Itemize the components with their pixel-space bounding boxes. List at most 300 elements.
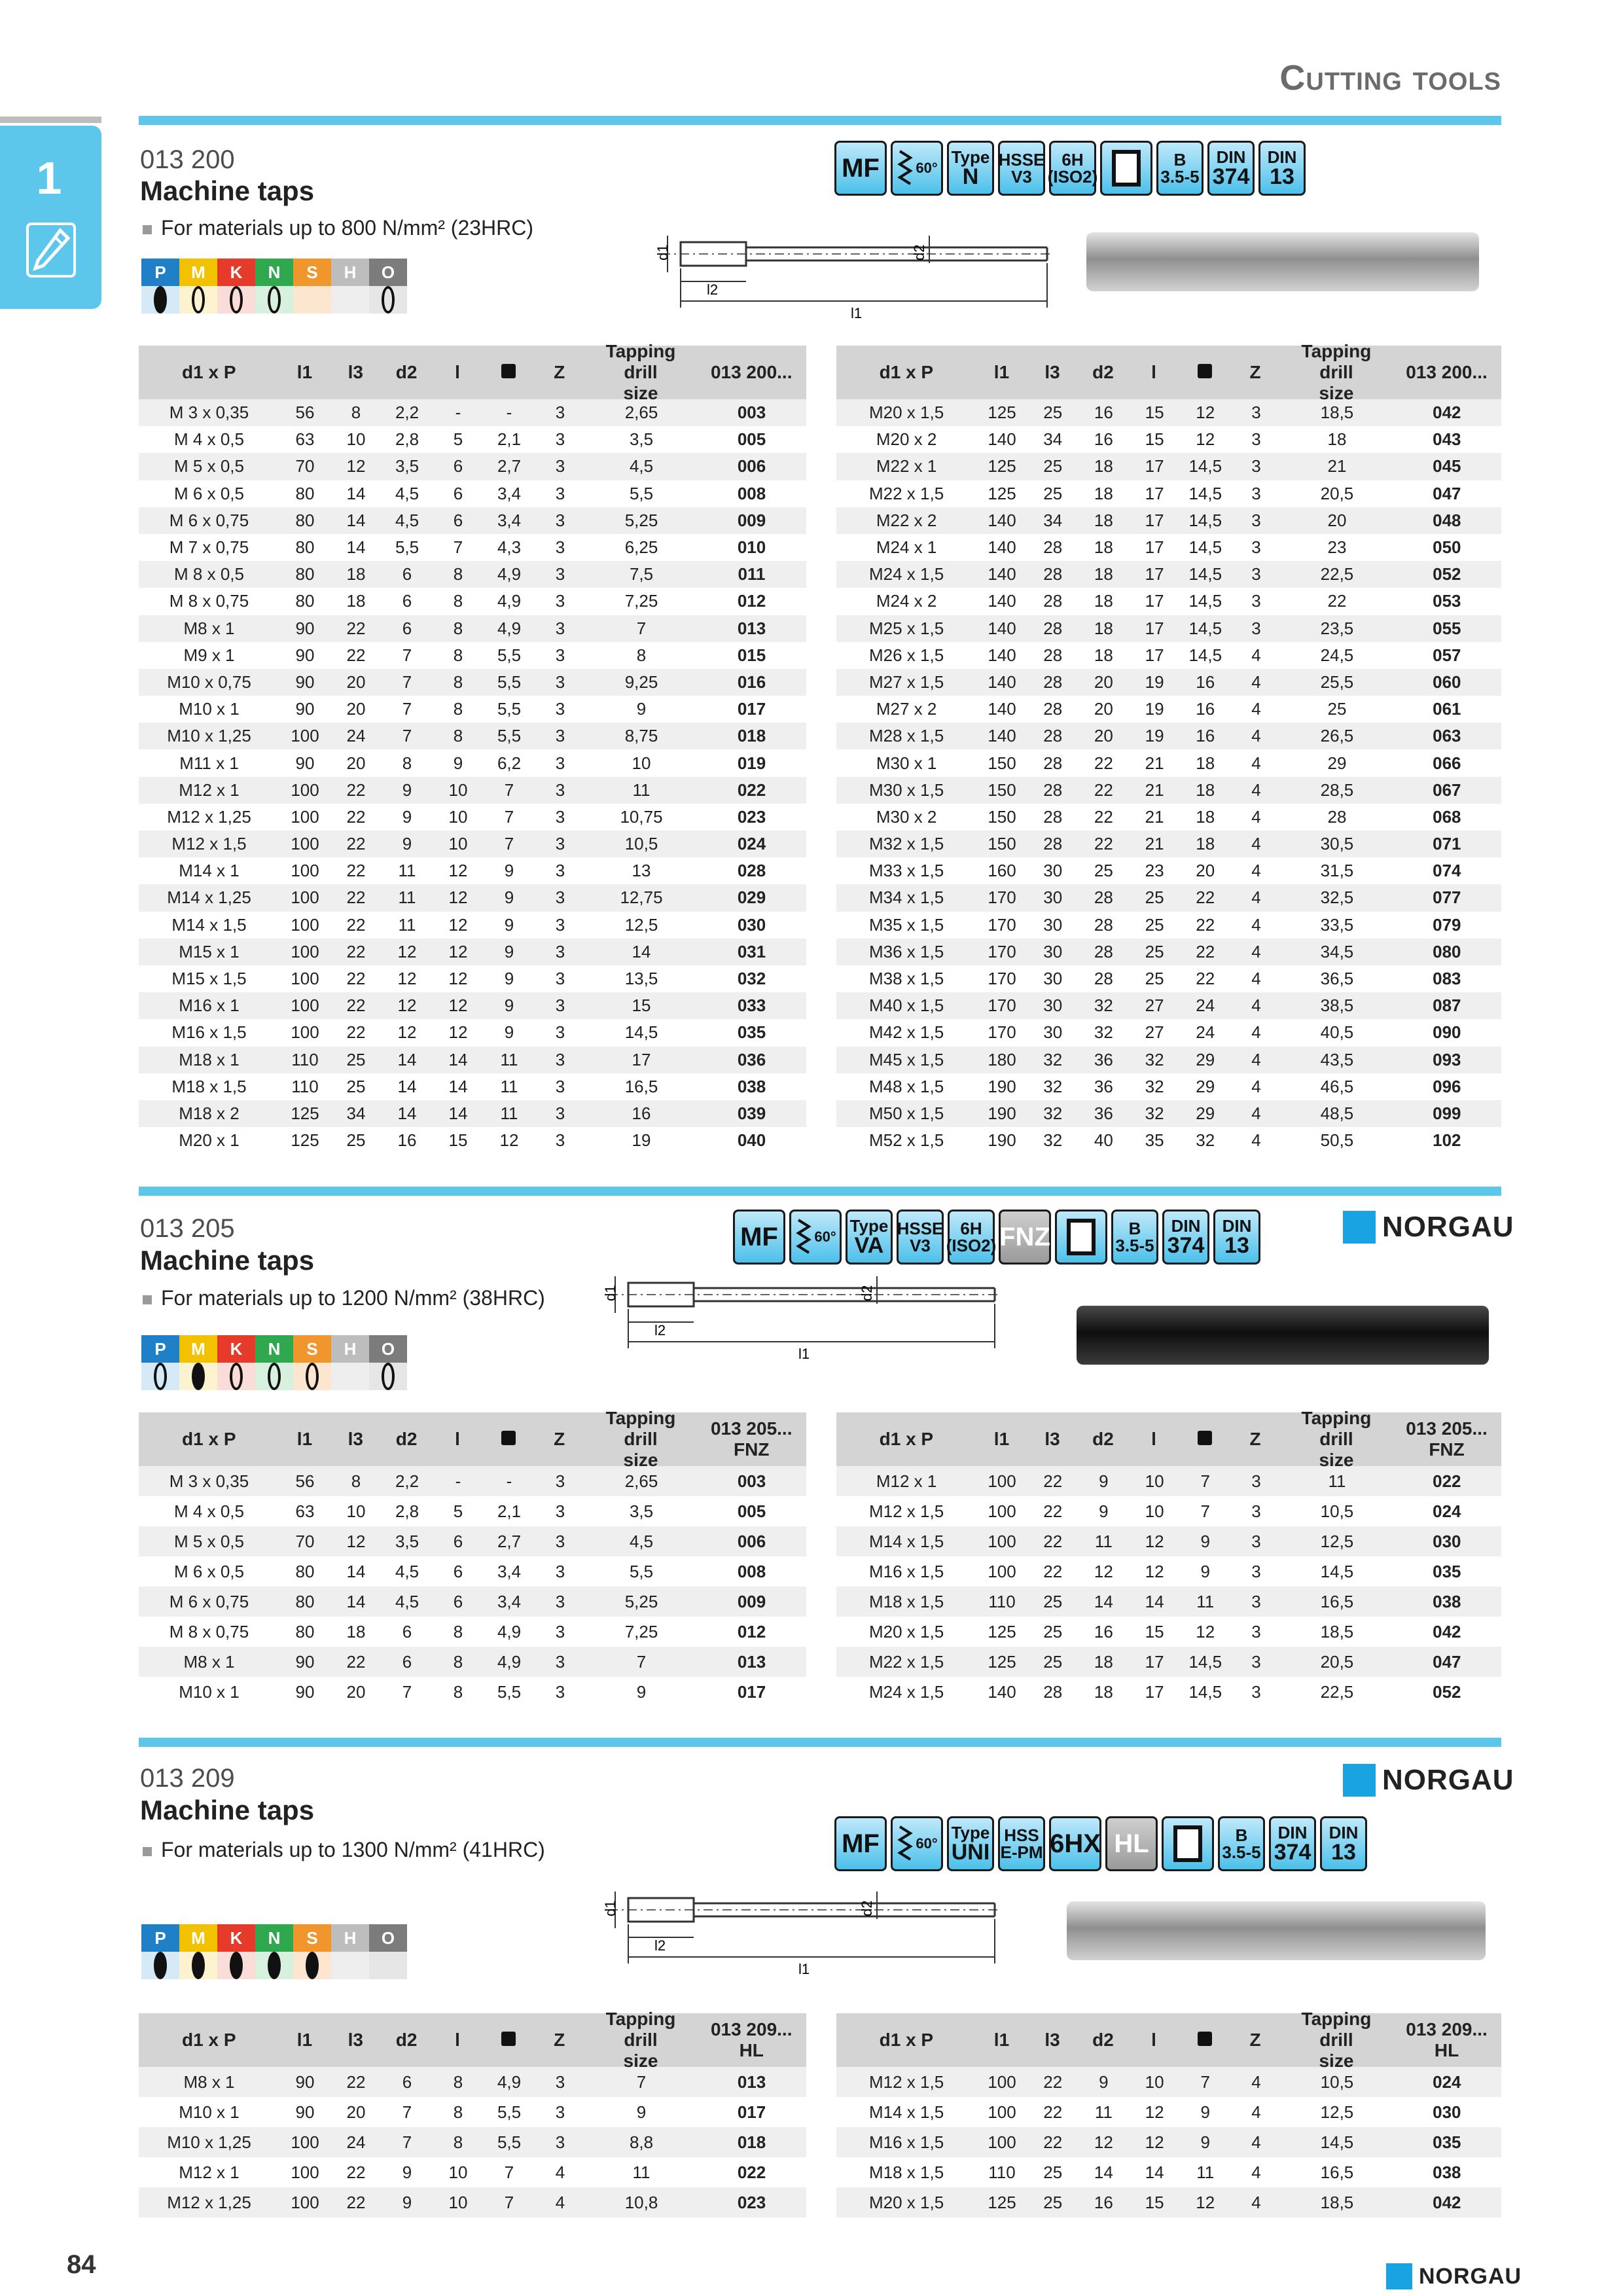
svg-text:d1: d1	[602, 1285, 618, 1301]
table-row[interactable]	[836, 723, 1501, 749]
cell: 90	[295, 672, 315, 692]
square-size-icon	[501, 364, 516, 378]
table-row[interactable]	[139, 1496, 806, 1526]
cell: 4	[1251, 996, 1261, 1016]
spec-icon	[999, 1210, 1051, 1265]
cell: 12	[448, 888, 468, 908]
table-row[interactable]	[836, 1019, 1501, 1046]
cell: 34	[346, 1103, 366, 1123]
table-row[interactable]	[836, 642, 1501, 669]
order-code: 009	[737, 1591, 766, 1611]
cell: 3	[555, 2102, 565, 2122]
header-cell: l1	[296, 361, 313, 382]
material-p: P	[141, 1335, 179, 1363]
order-code: 039	[737, 1103, 766, 1123]
cell: 18	[1094, 618, 1113, 638]
cell: 16,5	[624, 1076, 658, 1096]
table-row[interactable]	[836, 669, 1501, 696]
table-row[interactable]	[836, 992, 1501, 1019]
cell: M 4 x 0,5	[174, 429, 244, 450]
cell: 27	[1145, 996, 1164, 1016]
cell: 12	[1094, 2132, 1113, 2152]
cell: 22,5	[1320, 1681, 1354, 1702]
section-code: 013 209	[140, 1764, 235, 1793]
cell: 2,7	[497, 1531, 522, 1551]
cell: 22	[1043, 1531, 1063, 1551]
cell: 12	[448, 996, 468, 1016]
order-code: 042	[1433, 1621, 1461, 1641]
suitability-cell	[369, 286, 407, 314]
brand-text: NORGAU	[1382, 1764, 1514, 1796]
cell: 32	[1145, 1076, 1164, 1096]
table-row[interactable]	[139, 2067, 806, 2097]
table-row[interactable]	[139, 857, 806, 884]
order-code: 015	[737, 645, 766, 665]
table-row[interactable]	[836, 912, 1501, 939]
cell: 40,5	[1320, 1022, 1354, 1043]
cell: 7,25	[624, 1621, 658, 1641]
cell: 4,5	[395, 1561, 419, 1581]
suitability-cell	[369, 1363, 407, 1390]
table-row[interactable]	[836, 1073, 1501, 1100]
order-code: 038	[1433, 1591, 1461, 1611]
spec-icon	[1218, 1816, 1265, 1871]
table-row[interactable]	[836, 507, 1501, 534]
cell: M10 x 1	[179, 2102, 240, 2122]
table-row[interactable]	[836, 615, 1501, 642]
cell: 3	[555, 914, 565, 935]
cell: 3	[1251, 403, 1261, 423]
subtitle-text: For materials up to 1200 N/mm² (38HRC)	[161, 1286, 545, 1310]
cell: 100	[291, 2132, 319, 2152]
icon-label: DIN	[1171, 1216, 1201, 1236]
cell: 11	[1196, 2162, 1215, 2182]
cell: 12	[1094, 1561, 1113, 1581]
table-row[interactable]	[139, 1127, 806, 1154]
table-row[interactable]	[139, 1556, 806, 1587]
table-row[interactable]	[836, 1496, 1501, 1526]
cell: 14,5	[1188, 1681, 1222, 1702]
header-cell: d1 x P	[182, 361, 236, 382]
cell: 2,7	[497, 456, 522, 476]
cell: 11	[500, 1049, 518, 1069]
cell: 20	[346, 753, 366, 773]
cell: 9	[1200, 1561, 1210, 1581]
spec-icon	[834, 141, 887, 196]
table-row[interactable]	[836, 831, 1501, 857]
cell: 12	[397, 941, 417, 961]
cell: 56	[295, 1471, 315, 1491]
suitability-dot	[230, 286, 243, 314]
order-code: 068	[1433, 806, 1461, 827]
cell: 8	[453, 1681, 463, 1702]
header-cell: d2	[395, 1428, 418, 1449]
cell: 18	[1196, 834, 1215, 854]
cell: 3	[1251, 1471, 1261, 1491]
suitability-cell	[331, 286, 369, 314]
cell: 14	[346, 1591, 366, 1611]
table-row[interactable]	[836, 1677, 1501, 1707]
cell: 13	[632, 861, 651, 881]
order-code: 018	[737, 726, 766, 746]
table-row[interactable]	[139, 2127, 806, 2157]
cell: 3,4	[497, 1591, 522, 1611]
order-code: 074	[1433, 861, 1461, 881]
brand-square-icon	[1343, 1764, 1376, 1797]
header-cell: l1	[993, 361, 1010, 382]
cell: 10	[1145, 1501, 1164, 1521]
table-row[interactable]	[139, 453, 806, 480]
cell: 12	[397, 996, 417, 1016]
cell: 32	[1043, 1049, 1063, 1069]
table-row[interactable]	[836, 1127, 1501, 1154]
cell: 5,25	[624, 510, 658, 530]
table-row[interactable]	[836, 1526, 1501, 1556]
cell: 22	[346, 996, 366, 1016]
icon-sublabel: 3.5-5	[1222, 1842, 1261, 1862]
cell: 25	[346, 1130, 366, 1151]
header-cell	[483, 2030, 534, 2051]
cell: -	[506, 1471, 512, 1491]
order-code: 016	[737, 672, 766, 692]
table-row[interactable]	[836, 2157, 1501, 2187]
table-row[interactable]	[139, 2097, 806, 2127]
header-cell: Z	[554, 1428, 565, 1449]
header-cell: d2	[1092, 1428, 1114, 1449]
icon-label: B	[1235, 1825, 1248, 1845]
cell: 4	[1251, 1022, 1261, 1043]
cell: 3	[555, 753, 565, 773]
table-row[interactable]	[139, 1617, 806, 1647]
suitability-dot	[268, 1363, 281, 1390]
table-row[interactable]	[139, 426, 806, 453]
cell: 70	[295, 1531, 315, 1551]
svg-text:l2: l2	[707, 281, 719, 298]
order-code: 035	[1433, 1561, 1461, 1581]
table-row[interactable]	[836, 534, 1501, 561]
svg-text:l1: l1	[798, 1346, 810, 1362]
svg-text:d2: d2	[911, 244, 927, 260]
icon-sublabel: 374	[1274, 1840, 1311, 1865]
cell: 21	[1327, 456, 1347, 476]
cell: 7	[504, 2162, 514, 2182]
icon-label: DIN	[1277, 1823, 1308, 1842]
table-row[interactable]	[139, 723, 806, 749]
cell: 14	[397, 1103, 417, 1123]
cell: 24	[346, 2132, 366, 2152]
cell: 33,5	[1320, 914, 1354, 935]
cell: 3	[1251, 510, 1261, 530]
cell: 28	[1043, 1681, 1063, 1702]
cell: 38,5	[1320, 996, 1354, 1016]
order-code: 079	[1433, 914, 1461, 935]
header-cell: l1	[296, 2029, 313, 2050]
cell: 16	[1196, 726, 1215, 746]
table-row[interactable]	[836, 1617, 1501, 1647]
table-row[interactable]	[836, 399, 1501, 426]
cell: 8	[453, 2132, 463, 2152]
table-row[interactable]	[139, 669, 806, 696]
table-row[interactable]	[139, 965, 806, 992]
order-code: 024	[1433, 1501, 1461, 1521]
table-row[interactable]	[139, 804, 806, 831]
table-row[interactable]	[836, 804, 1501, 831]
cell: 15	[1145, 429, 1164, 450]
cell: M 5 x 0,5	[174, 456, 244, 476]
order-code: 093	[1433, 1049, 1461, 1069]
cell: 12,5	[1320, 2102, 1354, 2122]
cell: 100	[291, 1022, 319, 1043]
table-row[interactable]	[836, 453, 1501, 480]
cell: 6	[402, 1621, 412, 1641]
table-header	[139, 2008, 806, 2072]
table-row[interactable]	[836, 777, 1501, 804]
table-row[interactable]	[139, 588, 806, 615]
cell: 170	[988, 996, 1016, 1016]
table-row[interactable]	[139, 1526, 806, 1556]
cell: 7	[453, 537, 463, 558]
cell: 11	[1094, 2102, 1113, 2122]
icon-label: HSSE	[897, 1219, 944, 1238]
cell: 14	[346, 1561, 366, 1581]
cell: 6	[453, 483, 463, 503]
table-row[interactable]	[139, 1647, 806, 1677]
suitability-dot	[382, 286, 395, 314]
cell: 5,5	[497, 2132, 522, 2152]
table-row[interactable]	[836, 480, 1501, 507]
cell: 3	[555, 483, 565, 503]
order-code: 047	[1433, 1651, 1461, 1672]
order-code: 038	[737, 1076, 766, 1096]
cell: 90	[295, 645, 315, 665]
header-cell: d1 x P	[879, 2029, 934, 2050]
cell: 14,5	[1188, 510, 1222, 530]
cell: 5,5	[629, 483, 654, 503]
material-h: H	[331, 1335, 369, 1363]
cell: 3	[555, 1103, 565, 1123]
table-row[interactable]	[139, 1677, 806, 1707]
table-row[interactable]	[139, 831, 806, 857]
tap-tool-icon	[26, 223, 76, 278]
section-title: Machine taps	[140, 1795, 315, 1825]
spec-icon	[998, 1816, 1045, 1871]
table-row[interactable]	[139, 1466, 806, 1496]
cell: 3,5	[395, 1531, 419, 1551]
cell: 6	[453, 456, 463, 476]
cell: 14,5	[1188, 645, 1222, 665]
cell: 140	[988, 645, 1016, 665]
table-body	[139, 399, 806, 1154]
table-row[interactable]	[836, 2127, 1501, 2157]
cell: 18	[1094, 510, 1113, 530]
cell: 100	[291, 861, 319, 881]
cell: 8	[453, 1621, 463, 1641]
cell: 8	[351, 1471, 361, 1491]
cell: M20 x 2	[876, 429, 937, 450]
table-row[interactable]	[836, 1466, 1501, 1496]
section-subtitle	[143, 216, 533, 240]
order-code: 006	[737, 1531, 766, 1551]
table-row[interactable]	[836, 965, 1501, 992]
table-row[interactable]	[139, 912, 806, 939]
cell: 28	[1043, 645, 1063, 665]
cell: 22	[1043, 1501, 1063, 1521]
cell: 125	[988, 403, 1016, 423]
order-code: 005	[737, 429, 766, 450]
header-cell: 013 209... HL	[1406, 2018, 1488, 2060]
table-row[interactable]	[836, 1587, 1501, 1617]
table-row[interactable]	[836, 426, 1501, 453]
table-row[interactable]	[139, 480, 806, 507]
cell: 10	[448, 806, 468, 827]
cell: 28	[1094, 888, 1113, 908]
cell: 100	[291, 806, 319, 827]
table-row[interactable]	[139, 1587, 806, 1617]
cell: 2,65	[624, 1471, 658, 1491]
cell: M40 x 1,5	[869, 996, 944, 1016]
table-row[interactable]	[139, 992, 806, 1019]
cell: 27	[1145, 1022, 1164, 1043]
cell: 28,5	[1320, 780, 1354, 800]
cell: M25 x 1,5	[869, 618, 944, 638]
cell: 90	[295, 2102, 315, 2122]
table-row[interactable]	[139, 534, 806, 561]
suitability-dot	[154, 1363, 167, 1390]
cell: 14,5	[1320, 1561, 1354, 1581]
table-row[interactable]	[139, 642, 806, 669]
table-row[interactable]	[836, 588, 1501, 615]
table-row[interactable]	[139, 507, 806, 534]
cell: 22	[1094, 834, 1113, 854]
cell: 100	[291, 2192, 319, 2212]
cell: 12	[1145, 1561, 1164, 1581]
table-row[interactable]	[836, 2097, 1501, 2127]
table-row[interactable]	[139, 777, 806, 804]
cell: 23,5	[1320, 618, 1354, 638]
table-row[interactable]	[139, 399, 806, 426]
cell: 22	[1196, 969, 1215, 989]
cell: 7	[402, 2102, 412, 2122]
table-row[interactable]	[836, 2067, 1501, 2097]
header-cell: l3	[348, 361, 363, 382]
cell: 4,5	[395, 483, 419, 503]
cell: 14,5	[1188, 618, 1222, 638]
cell: 7	[636, 1651, 647, 1672]
icon-sublabel: V3	[1011, 167, 1032, 187]
table-row[interactable]	[139, 696, 806, 723]
cell: 24	[346, 726, 366, 746]
table-row[interactable]	[836, 2187, 1501, 2217]
table-row[interactable]	[836, 884, 1501, 911]
cell: 17	[1145, 456, 1164, 476]
table-row[interactable]	[139, 615, 806, 642]
cell: -	[455, 403, 461, 423]
cell: 25	[1043, 456, 1063, 476]
spec-table-left	[139, 2008, 806, 2217]
cell: 140	[988, 618, 1016, 638]
cell: M22 x 2	[876, 510, 937, 530]
table-row[interactable]	[836, 1647, 1501, 1677]
table-row[interactable]	[836, 857, 1501, 884]
table-row[interactable]	[139, 884, 806, 911]
header-cell: d1 x P	[182, 1428, 236, 1449]
spec-icon	[1269, 1816, 1316, 1871]
cell: 11	[398, 914, 416, 935]
table-row[interactable]	[836, 1100, 1501, 1127]
table-row[interactable]	[139, 749, 806, 776]
cell: 22	[1327, 591, 1347, 611]
cell: 10,5	[1320, 1501, 1354, 1521]
cell: 14,5	[1188, 1651, 1222, 1672]
cell: 3	[555, 1681, 565, 1702]
order-code: 052	[1433, 1681, 1461, 1702]
table-row[interactable]	[139, 939, 806, 965]
cell: M18 x 1,5	[171, 1076, 247, 1096]
order-code: 087	[1433, 996, 1461, 1016]
cell: 22	[346, 941, 366, 961]
table-row[interactable]	[836, 1556, 1501, 1587]
cell: 3	[555, 888, 565, 908]
cell: 25	[346, 1076, 366, 1096]
icon-sublabel: 13	[1224, 1233, 1249, 1258]
table-row[interactable]	[139, 561, 806, 588]
header-cell: 013 200...	[710, 361, 793, 382]
cell: 22	[346, 1022, 366, 1043]
table-row[interactable]	[139, 1100, 806, 1127]
order-code: 024	[1433, 2072, 1461, 2092]
table-row[interactable]	[836, 696, 1501, 723]
cell: M48 x 1,5	[869, 1076, 944, 1096]
suitability-dot	[154, 1952, 167, 1979]
table-row[interactable]	[139, 2187, 806, 2217]
cell: 28	[1043, 834, 1063, 854]
cell: 19	[1145, 699, 1164, 719]
cell: 32	[1196, 1130, 1215, 1151]
cell: M30 x 2	[876, 806, 937, 827]
cell: 9	[504, 914, 514, 935]
order-code: 017	[737, 699, 766, 719]
table-row[interactable]	[139, 1019, 806, 1046]
spec-icon	[1213, 1210, 1260, 1265]
table-row[interactable]	[836, 561, 1501, 588]
cell: 16	[1094, 403, 1113, 423]
cell: 63	[295, 429, 315, 450]
order-code: 052	[1433, 564, 1461, 584]
cell: 22	[346, 2192, 366, 2212]
suitability-cell	[331, 1363, 369, 1390]
cell: 7	[504, 780, 514, 800]
header-cell	[1179, 2030, 1230, 2051]
cell: 14	[346, 483, 366, 503]
cell: 170	[988, 1022, 1016, 1043]
cell: 23	[1145, 861, 1164, 881]
table-row[interactable]	[836, 1047, 1501, 1073]
table-row[interactable]	[836, 939, 1501, 965]
table-row[interactable]	[836, 749, 1501, 776]
cell: 22	[346, 618, 366, 638]
cell: 11	[500, 1103, 518, 1123]
cell: 9	[504, 996, 514, 1016]
material-n: N	[255, 1335, 293, 1363]
table-row[interactable]	[139, 2157, 806, 2187]
cell: 22	[1196, 888, 1215, 908]
table-row[interactable]	[139, 1047, 806, 1073]
suitability-cell	[217, 1363, 255, 1390]
table-row[interactable]	[139, 1073, 806, 1100]
cell: M22 x 1	[876, 456, 937, 476]
icon-label: Type	[849, 1216, 889, 1236]
order-code: 005	[737, 1501, 766, 1521]
